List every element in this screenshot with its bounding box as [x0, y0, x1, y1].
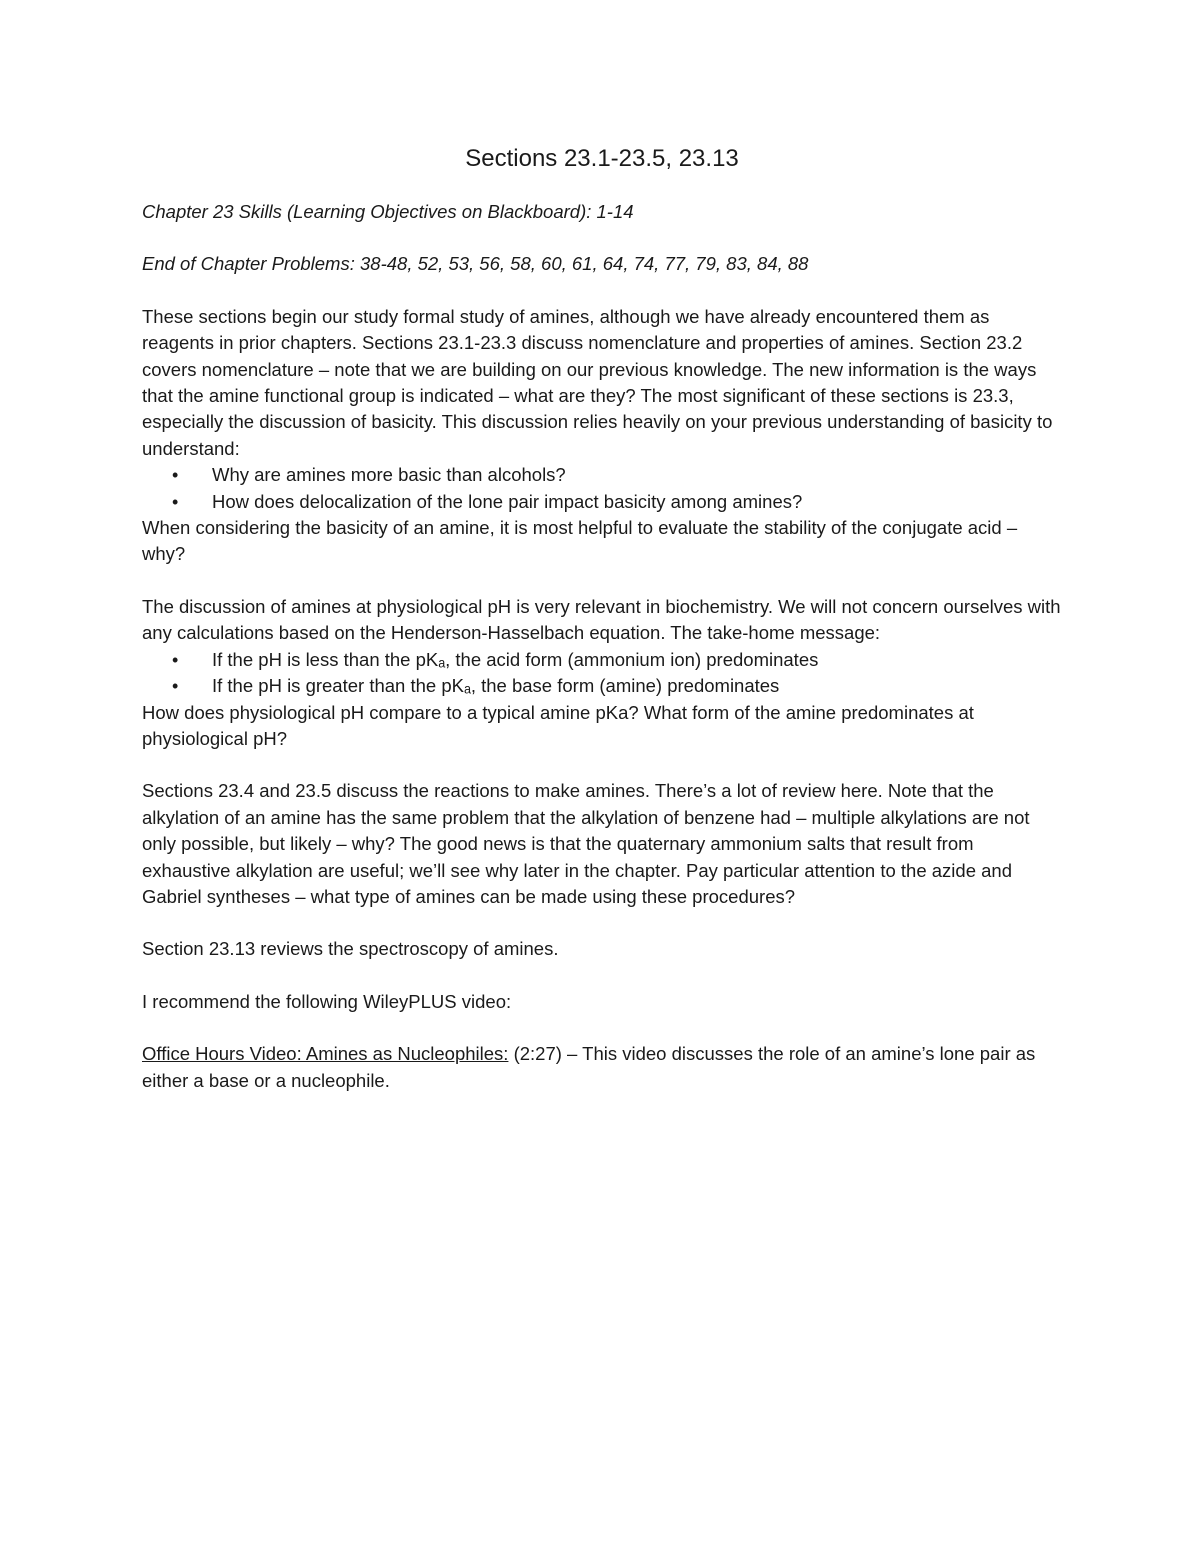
end-of-chapter-problems-line: End of Chapter Problems: 38-48, 52, 53, 56, 58, 60, 61, 64, 74, 77, 79, 83, 84, 88 [142, 253, 809, 275]
video-recommendation-paragraph: I recommend the following WileyPLUS video: [142, 990, 512, 1012]
physiological-ph-paragraph: The discussion of amines at physiological pH is very relevant in biochemistry. We will not concern ourselves with any calculations based on the Henderson-Hasselbach equation. The take-home message: [142, 595, 1061, 644]
take-home-message-list [142, 647, 1062, 700]
list-item [142, 647, 1062, 673]
list-item-text: If the pH is less than the pKₐ, the acid form (ammonium ion) predominates [212, 648, 819, 670]
list-item [142, 489, 1062, 515]
bullet-icon: • [172, 676, 179, 697]
list-item-text: How does delocalization of the lone pair impact basicity among amines? [212, 490, 803, 512]
conjugate-acid-paragraph: When considering the basicity of an amine, it is most helpful to evaluate the stability of the conjugate acid – why? [142, 517, 1018, 565]
page-title: Sections 23.1-23.5, 23.13 [465, 145, 739, 172]
amine-synthesis-paragraph: Sections 23.4 and 23.5 discuss the reactions to make amines. There’s a lot of review here. Note that the alkylation of an amine has the same problem that the alkylation of benzene had – multiple alkylations are not only possible, but likely – why? The good news is that the quaternary ammonium salts that result from exhaustive alkylation are useful; we’ll see why later in the chapter. Pay particular attention to the azide and Gabriel syntheses – what type of amines can be made using these procedures? [142, 780, 1030, 907]
list-item-text: If the pH is greater than the pKₐ, the base form (amine) predominates [212, 675, 780, 697]
bullet-icon: • [172, 491, 179, 512]
bullet-icon: • [172, 649, 179, 670]
video-entry [142, 1041, 1062, 1094]
chapter-skills-line: Chapter 23 Skills (Learning Objectives on Blackboard): 1-14 [142, 201, 634, 222]
list-item [142, 673, 1062, 699]
pka-question-paragraph: How does physiological pH compare to a typical amine pKa? What form of the amine predominates at physiological pH? [142, 701, 974, 749]
spectroscopy-paragraph: Section 23.13 reviews the spectroscopy of amines. [142, 938, 559, 960]
list-item-text: Why are amines more basic than alcohols? [212, 464, 566, 486]
basicity-question-list [142, 462, 1062, 515]
bullet-icon: • [172, 465, 179, 486]
video-title-link[interactable]: Office Hours Video: Amines as Nucleophiles: [142, 1043, 509, 1065]
intro-paragraph: These sections begin our study formal study of amines, although we have already encountered them as reagents in prior chapters. Sections 23.1-23.3 discuss nomenclature and properties of amines. Section 23.2 covers nomenclature – note that we are building on our previous knowledge. The new information is the ways that the amine functional group is indicated – what are they? The most significant of these sections is 23.3, especially the discussion of basicity. This discussion relies heavily on your previous understanding of basicity to understand: [142, 305, 1053, 459]
list-item [142, 462, 1062, 488]
video-description: (2:27) – This video discusses the role of an amine’s lone pair as either a base or a nucleophile. [142, 1043, 1036, 1091]
document-body [142, 142, 1062, 1094]
